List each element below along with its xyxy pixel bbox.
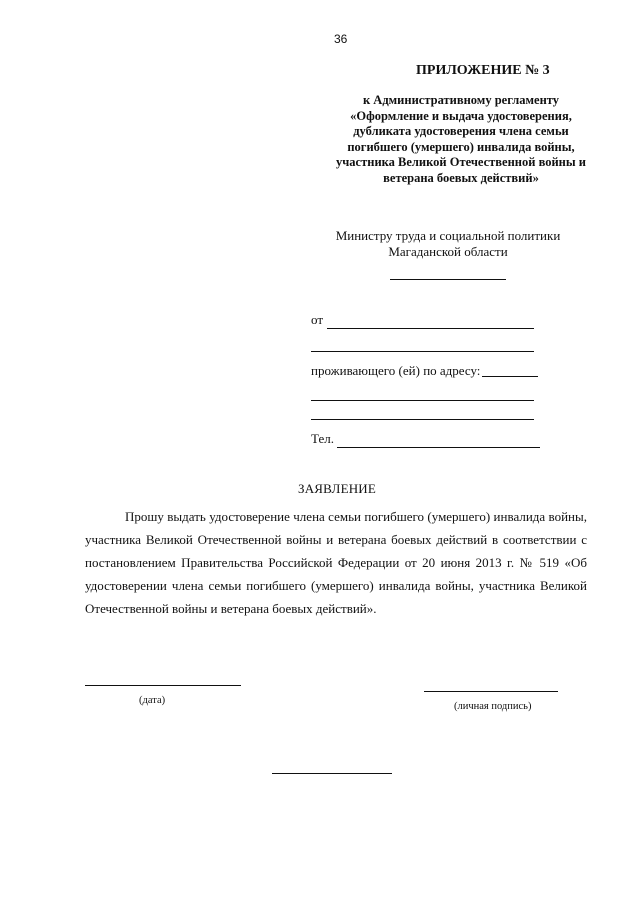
regulation-line: дубликата удостоверения члена семьи [353, 124, 569, 138]
bottom-blank [272, 773, 392, 774]
from-name-blank[interactable] [327, 328, 534, 329]
address-blank-2[interactable] [311, 400, 534, 401]
signature-caption: (личная подпись) [454, 701, 532, 712]
page-number: 36 [334, 32, 348, 46]
date-blank[interactable] [85, 685, 241, 686]
signature-blank[interactable] [424, 691, 558, 692]
addressee-name-blank [390, 279, 506, 280]
regulation-line: ветерана боевых действий» [383, 170, 539, 185]
addressee-block [318, 228, 578, 260]
statement-text: Прошу выдать удостоверение члена семьи погибшего (умершего) инвалида войны, участника Великой Отечественной войны и ветерана боевых действий в соответствии с постановлением Правительства Российской Федерации от 20 июня 2013 г. № 519 «Об удостоверении члена семьи погибшего (умершего) инвалида войны, участника Великой Отечественной войны и ветерана боевых действий». [85, 509, 587, 616]
phone-blank[interactable] [337, 447, 540, 448]
from-label: от [311, 312, 324, 327]
addressee-line: Министру труда и социальной политики [335, 228, 561, 243]
regulation-line: к Административному регламенту [362, 93, 559, 107]
address-label: проживающего (ей) по адресу: [311, 363, 481, 378]
statement-heading: ЗАЯВЛЕНИЕ [298, 481, 377, 496]
addressee-line: Магаданской области [388, 244, 508, 259]
statement-body [85, 505, 587, 620]
appendix-title: ПРИЛОЖЕНИЕ № 3 [416, 63, 550, 78]
from-name-blank-2[interactable] [311, 351, 534, 352]
regulation-line: «Оформление и выдача удостоверения, [350, 108, 572, 123]
regulation-line: участника Великой Отечественной войны и [336, 155, 586, 169]
address-blank-3[interactable] [311, 419, 534, 420]
date-caption: (дата) [139, 695, 166, 706]
address-blank[interactable] [482, 376, 538, 377]
phone-label: Тел. [311, 431, 334, 446]
regulation-line: погибшего (умершего) инвалида войны, [347, 139, 575, 154]
regulation-reference [326, 93, 596, 186]
